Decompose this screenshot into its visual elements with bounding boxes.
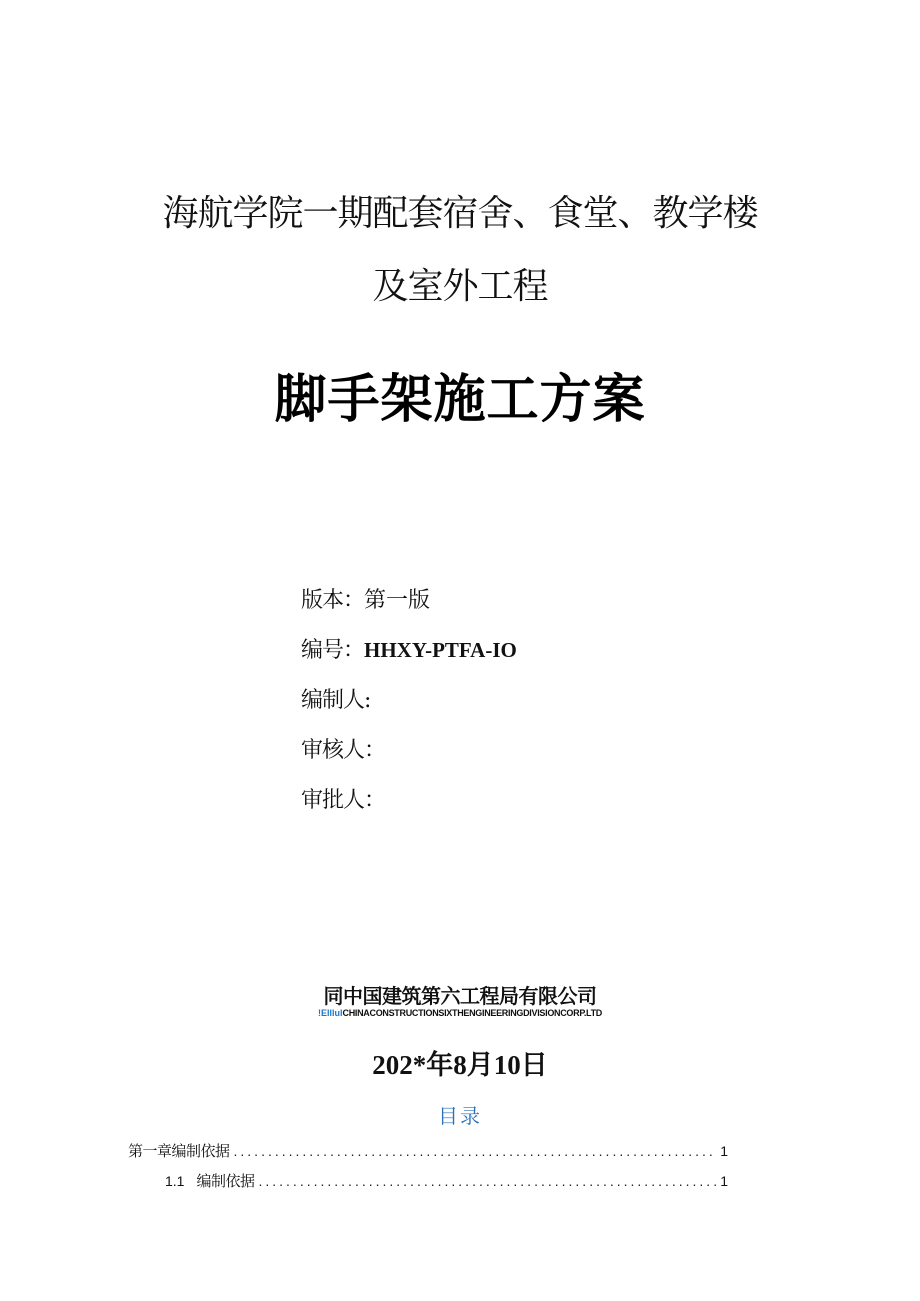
- project-title-line-2: 及室外工程: [372, 266, 548, 307]
- company-logo-text: !Elllul: [318, 1008, 343, 1018]
- toc-leader-dots: [234, 1143, 717, 1159]
- company-name-zh: 同中国建筑第六工程局有限公司: [323, 984, 597, 1008]
- code-label: 编号：: [301, 638, 365, 663]
- author-label: 编制人:: [301, 688, 371, 713]
- info-reviewer: [301, 733, 385, 764]
- info-version: [301, 583, 430, 614]
- toc-title: 目录: [438, 1104, 482, 1128]
- company-english-row: [0, 1008, 920, 1018]
- company-name-en: CHINACONSTRUCTIONSIXTHENGINEERINGDIVISIONCORP.LTD: [342, 1008, 602, 1018]
- version-value: 第一版: [364, 588, 431, 613]
- toc-leader-dots: [258, 1173, 716, 1189]
- info-approver: [301, 783, 385, 814]
- toc-entry-text: 第一章编制依据: [128, 1142, 230, 1160]
- info-code: [301, 633, 517, 664]
- project-title-line-1: 海航学院一期配套宿舍、食堂、教学楼: [162, 193, 758, 234]
- toc-entry[interactable]: [128, 1140, 728, 1161]
- toc-entry[interactable]: [165, 1170, 728, 1191]
- reviewer-label: 审核人：: [301, 738, 386, 763]
- approver-label: 审批人：: [301, 788, 386, 813]
- info-author: [301, 683, 370, 714]
- version-label: 版本：: [301, 588, 365, 613]
- code-value: HHXY-PTFA-IO: [364, 638, 517, 662]
- company-block: [0, 980, 920, 1009]
- toc-entry-page: 1: [720, 1143, 728, 1159]
- document-date: 202*年8月10日: [372, 1050, 548, 1080]
- toc-entry-text: 编制依据: [196, 1172, 255, 1190]
- toc-entry-number: 1.1: [165, 1173, 185, 1189]
- toc-entry-page: 1: [720, 1173, 728, 1189]
- document-main-title: 脚手架施工方案: [274, 370, 646, 430]
